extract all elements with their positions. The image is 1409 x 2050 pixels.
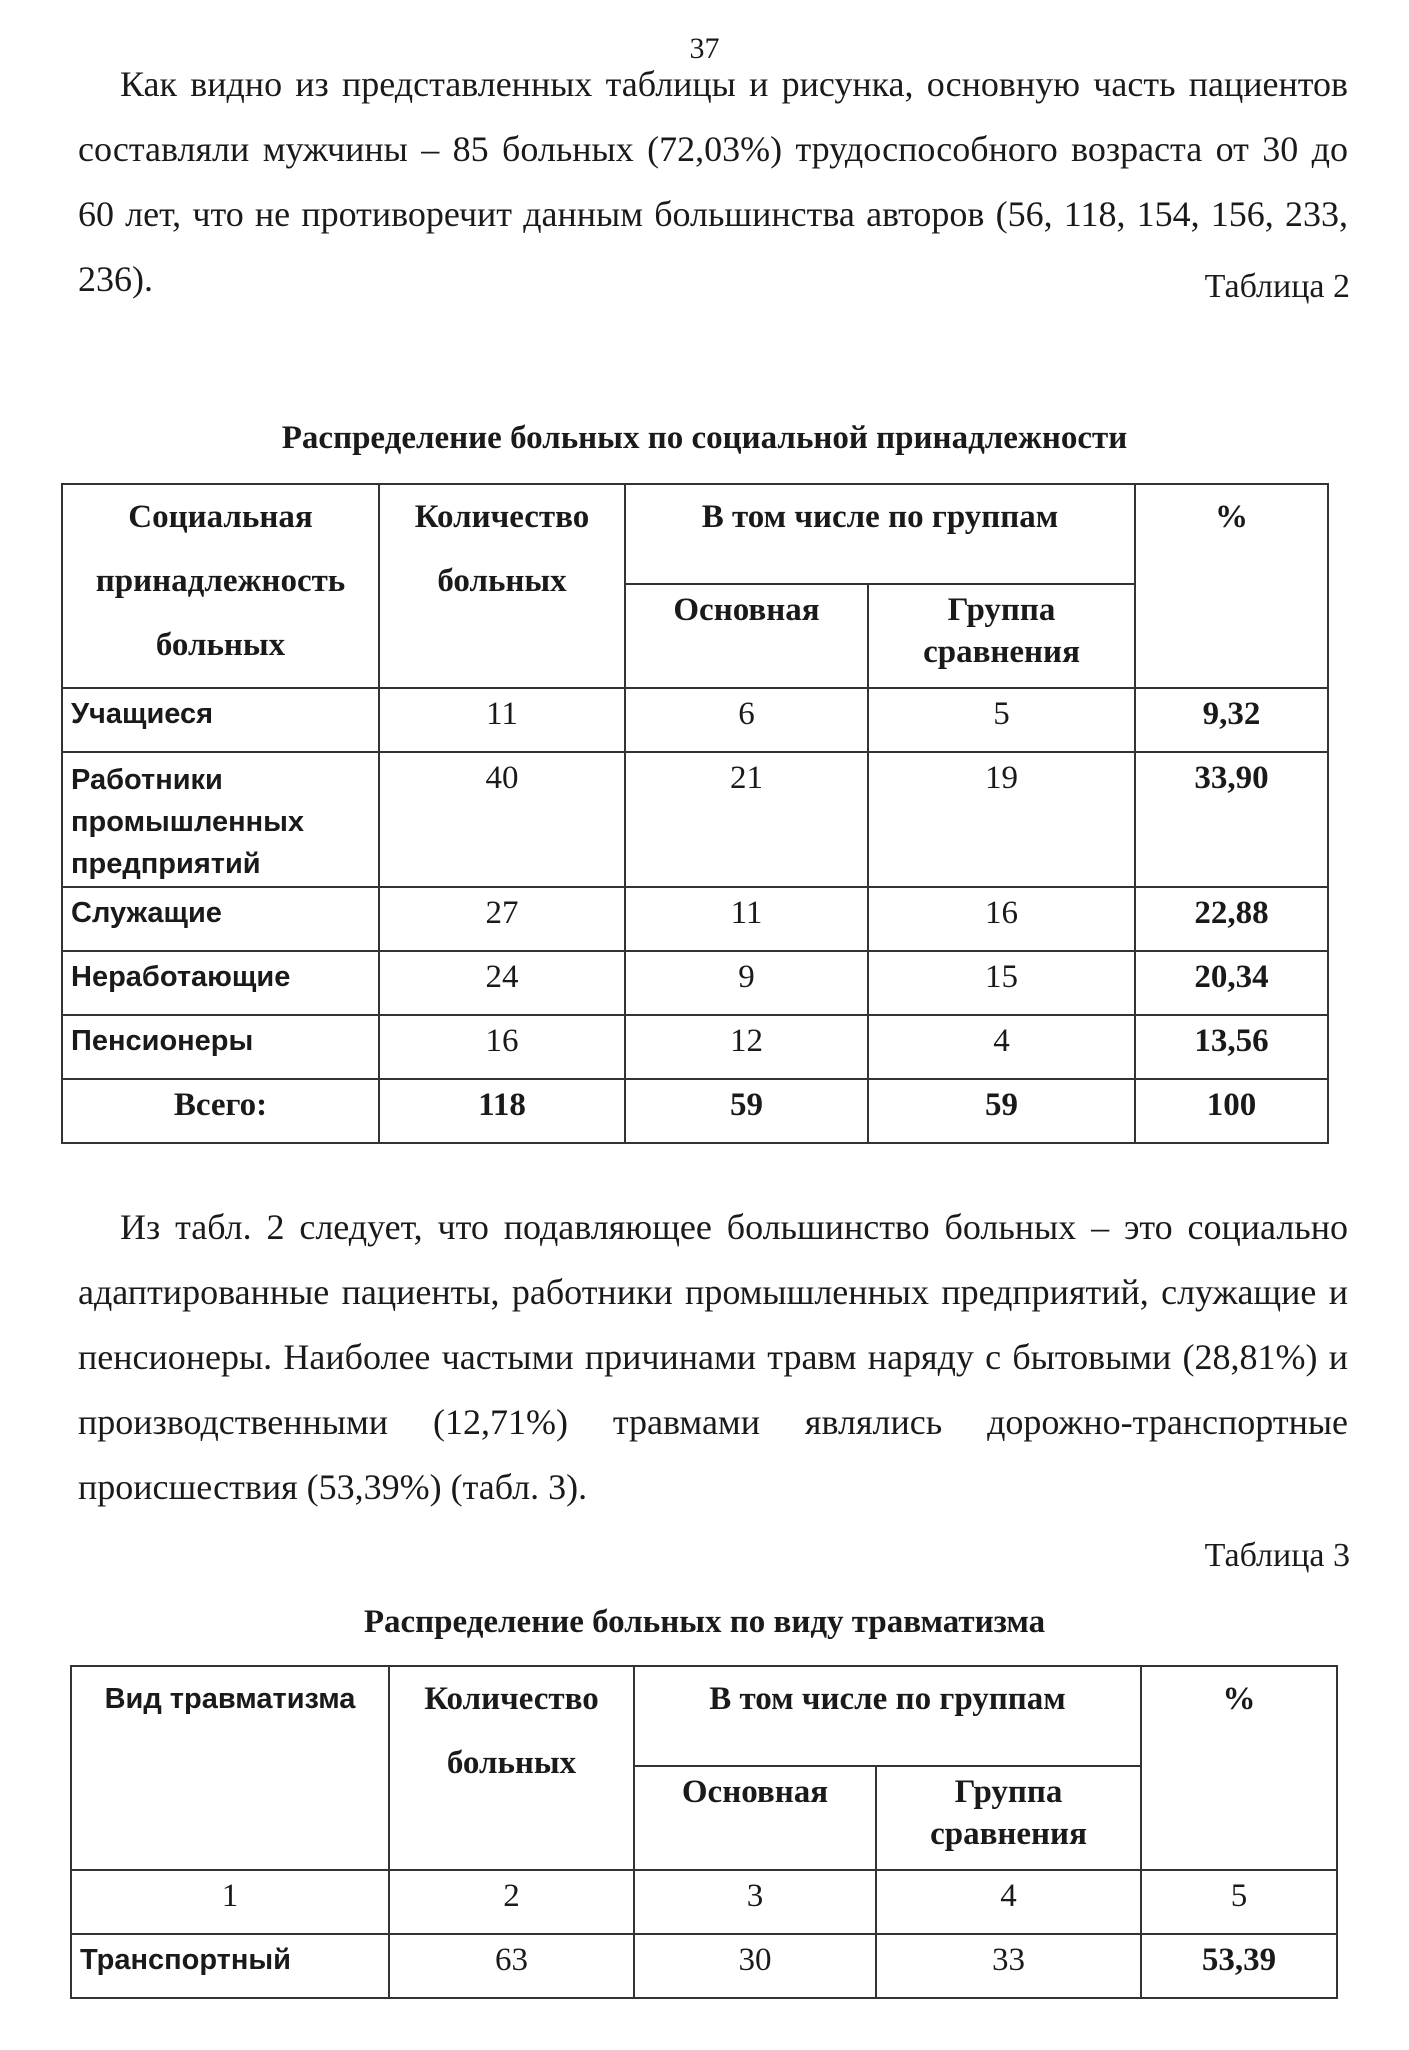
table3-header-percent: % (1141, 1666, 1337, 1870)
table2-title: Распределение больных по социальной принадлежности (281, 420, 1128, 456)
table2-row-label: Служащие (62, 887, 379, 951)
table2-row-comparison: 19 (868, 752, 1135, 887)
table2-total-label: Всего: (62, 1079, 379, 1143)
table3-col-number: 2 (389, 1870, 634, 1934)
table2-row-percent: 22,88 (1135, 887, 1328, 951)
table2-row-percent: 20,34 (1135, 951, 1328, 1015)
table2 (61, 483, 1329, 1144)
table3-col-number: 4 (876, 1870, 1141, 1934)
table2-header-groups: В том числе по группам (625, 484, 1135, 584)
table-row (71, 1934, 1337, 1998)
table3-header-groups: В том числе по группам (634, 1666, 1141, 1766)
table2-header-comparison: Группа сравнения (868, 584, 1135, 688)
table3-title: Распределение больных по виду травматизма (363, 1604, 1046, 1640)
table2-row-percent: 33,90 (1135, 752, 1328, 887)
table2-header-count: Количество больных (379, 484, 625, 688)
table2-row-comparison: 4 (868, 1015, 1135, 1079)
table2-row-count: 40 (379, 752, 625, 887)
table2-caption: Таблица 2 (1204, 268, 1350, 305)
table2-header-percent: % (1135, 484, 1328, 688)
table2-row-label: Учащиеся (62, 688, 379, 752)
table3-row-comparison: 33 (876, 1934, 1141, 1998)
table2-row-count: 16 (379, 1015, 625, 1079)
table2-header-social: Социальная принадлежность больных (62, 484, 379, 688)
table2-row-comparison: 15 (868, 951, 1135, 1015)
table2-row-count: 11 (379, 688, 625, 752)
middle-paragraph: Из табл. 2 следует, что подавляющее большинство больных – это социально адаптированные пациенты, работники промышленных предприятий, служащие и пенсионеры. Наиболее частыми причинами травм наряду с бытовыми (28,81%) и производственными (12,71%) травмами являлись дорожно-транспортные происшествия (53,39%) (табл. 3). (78, 1207, 1348, 1507)
table2-row-main: 9 (625, 951, 868, 1015)
table-row (62, 951, 1328, 1015)
table2-row-percent: 9,32 (1135, 688, 1328, 752)
table2-row-main: 21 (625, 752, 868, 887)
table3-numbering-row (71, 1870, 1337, 1934)
table3-col-number: 3 (634, 1870, 876, 1934)
table3-row-count: 63 (389, 1934, 634, 1998)
table2-row-label: Работники промышленных предприятий (62, 752, 379, 887)
table2-header-main: Основная (625, 584, 868, 688)
table2-row-count: 24 (379, 951, 625, 1015)
table3-caption: Таблица 3 (1204, 1537, 1350, 1574)
table2-row-comparison: 5 (868, 688, 1135, 752)
table3-header-comparison: Группа сравнения (876, 1766, 1141, 1870)
table3-col-number: 5 (1141, 1870, 1337, 1934)
table2-total-count: 118 (379, 1079, 625, 1143)
table2-row-count: 27 (379, 887, 625, 951)
table2-row-main: 11 (625, 887, 868, 951)
table3-header-type: Вид травматизма (71, 1666, 389, 1870)
table2-row-comparison: 16 (868, 887, 1135, 951)
table-row (62, 752, 1328, 887)
table2-total-main: 59 (625, 1079, 868, 1143)
table-row (62, 887, 1328, 951)
table2-row-label: Неработающие (62, 951, 379, 1015)
page-number: 37 (689, 32, 720, 65)
table2-total-row (62, 1079, 1328, 1143)
table3-row-main: 30 (634, 1934, 876, 1998)
table3-header-main: Основная (634, 1766, 876, 1870)
table3-row-label: Транспортный (71, 1934, 389, 1998)
table3-header-count: Количество больных (389, 1666, 634, 1870)
table-row (62, 688, 1328, 752)
table-row (62, 1015, 1328, 1079)
table2-total-comparison: 59 (868, 1079, 1135, 1143)
table3 (70, 1665, 1338, 1999)
table2-total-percent: 100 (1135, 1079, 1328, 1143)
table2-row-label: Пенсионеры (62, 1015, 379, 1079)
intro-paragraph: Как видно из представленных таблицы и рисунка, основную часть пациентов составляли мужчины – 85 больных (72,03%) трудоспособного возраста от 30 до 60 лет, что не противоречит данным большинства авторов (56, 118, 154, 156, 233, 236). (78, 64, 1348, 299)
table3-row-percent: 53,39 (1141, 1934, 1337, 1998)
table2-row-percent: 13,56 (1135, 1015, 1328, 1079)
table2-row-main: 6 (625, 688, 868, 752)
table3-col-number: 1 (71, 1870, 389, 1934)
table2-row-main: 12 (625, 1015, 868, 1079)
